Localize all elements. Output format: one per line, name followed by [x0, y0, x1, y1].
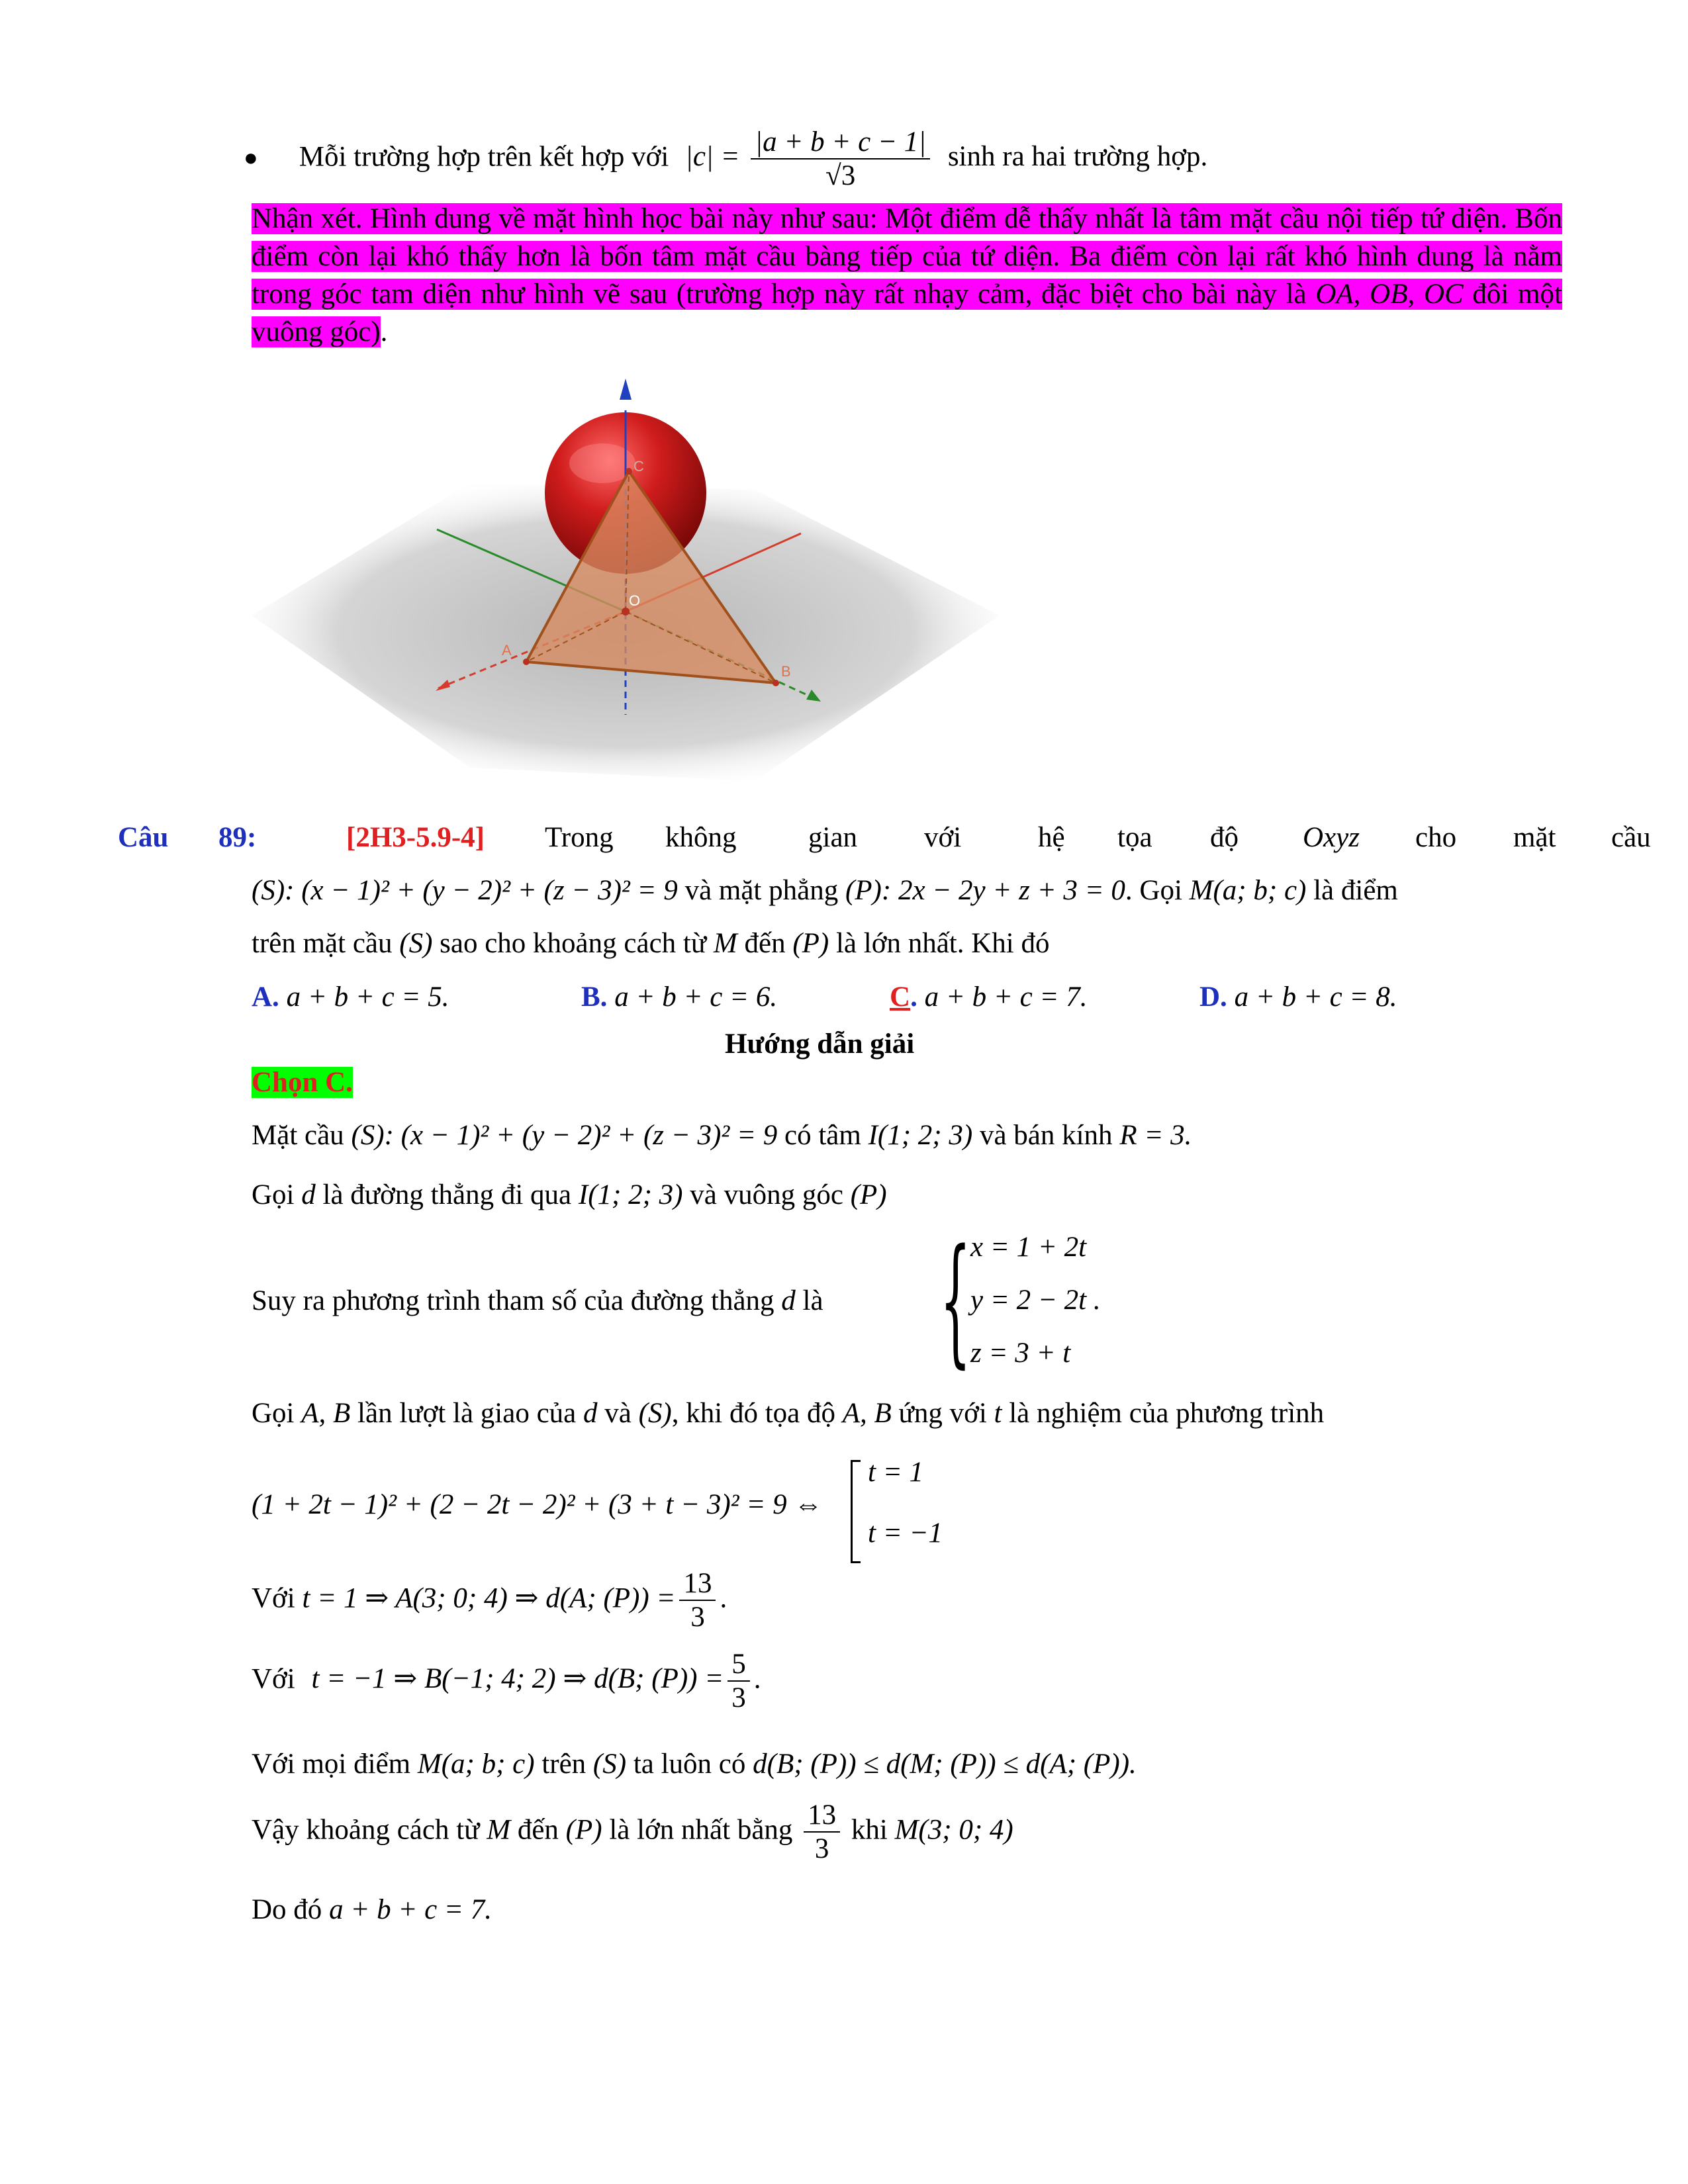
q-sphere-eq: (S): (x − 1)² + (y − 2)² + (z − 3)² = 9	[252, 875, 678, 906]
q-word-0: Trong	[545, 822, 614, 853]
s4-t: t	[994, 1398, 1002, 1429]
q-word-4: hệ	[1038, 822, 1065, 853]
s1-a: Mặt cầu	[252, 1120, 344, 1151]
q3-text-c: đến	[744, 928, 786, 959]
sol-line-4	[252, 1396, 1324, 1431]
sol-line-6	[252, 1567, 727, 1634]
s2-p: (P)	[850, 1179, 887, 1210]
sys-eq-1: x = 1 + 2t	[970, 1232, 1087, 1263]
s9-b: đến	[517, 1814, 559, 1846]
bracket-icon	[851, 1460, 861, 1563]
s6-a: Với	[252, 1582, 295, 1614]
s6-frac	[679, 1567, 716, 1634]
q-word-3: với	[924, 822, 962, 853]
s4-c: và	[604, 1398, 632, 1429]
s1-sphere: (S): (x − 1)² + (y − 2)² + (z − 3)² = 9	[351, 1120, 778, 1151]
sol-line-10	[252, 1893, 492, 1927]
q-word-9: mặt	[1513, 822, 1556, 853]
choice-b-letter: B.	[581, 981, 608, 1013]
q-word-2: gian	[808, 822, 858, 853]
q-text-end: là điểm	[1313, 875, 1398, 906]
solution-heading: Hướng dẫn giải	[725, 1028, 915, 1060]
sol-line-8	[252, 1747, 1137, 1782]
geometry-figure	[252, 371, 1019, 794]
q-word-8: cho	[1415, 822, 1457, 853]
choice-c	[890, 981, 1087, 1013]
q3-p: (P)	[792, 928, 829, 959]
label-o: O	[629, 592, 641, 609]
question-line-2	[252, 874, 1398, 908]
q3-s: (S)	[399, 928, 433, 959]
s8-c: ta luôn có	[633, 1749, 746, 1780]
sol-line-2	[252, 1178, 887, 1212]
choice-b-expr: a + b + c = 6.	[614, 981, 778, 1013]
s8-m: M(a; b; c)	[417, 1749, 535, 1780]
question-line-3	[252, 927, 1049, 961]
s4-s: (S)	[638, 1398, 672, 1429]
label-b: B	[781, 663, 791, 680]
s9-d: khi	[851, 1814, 888, 1846]
s9-p: (P)	[565, 1814, 602, 1846]
q-word-5: tọa	[1117, 822, 1152, 853]
question-code: [2H3-5.9-4]	[346, 822, 485, 853]
choice-c-letter: C	[890, 981, 911, 1013]
q-point-m: M(a; b; c)	[1189, 875, 1307, 906]
choice-d-letter: D.	[1199, 981, 1227, 1013]
label-c: C	[633, 458, 644, 475]
s9-frac	[804, 1799, 840, 1866]
sol-line-9	[252, 1799, 1013, 1866]
formula-numerator: |a + b + c − 1|	[751, 126, 930, 159]
s7-frac	[727, 1648, 750, 1715]
s7-end: .	[753, 1663, 761, 1695]
remark-math: OA, OB, OC	[1315, 279, 1464, 310]
remark-highlight	[252, 203, 1562, 347]
s6-den: 3	[690, 1602, 705, 1633]
answer-line	[252, 1066, 353, 1100]
q3-text-b: sao cho khoảng cách từ	[440, 928, 707, 959]
choice-d-expr: a + b + c = 8.	[1234, 981, 1397, 1013]
point-c	[626, 468, 632, 475]
q-word-10: cầu	[1611, 822, 1651, 853]
sol-line-7	[252, 1648, 761, 1715]
q3-text-a: trên mặt cầu	[252, 928, 393, 959]
remark-paragraph	[252, 200, 1562, 351]
choice-a	[252, 981, 449, 1013]
q-word-7: Oxyz	[1303, 822, 1360, 853]
sys-eq-3: z = 3 + t	[970, 1338, 1071, 1369]
s1-center: I(1; 2; 3)	[868, 1120, 973, 1151]
s9-a: Vậy khoảng cách từ	[252, 1814, 480, 1846]
q-word-1: không	[665, 822, 737, 853]
s4-ab: A, B	[301, 1398, 351, 1429]
remark-text-end: đôi một vuông góc)	[252, 279, 1562, 347]
s1-r: R = 3.	[1119, 1120, 1192, 1151]
s9-m: M	[487, 1814, 511, 1846]
answer-badge: Chọn C.	[252, 1067, 353, 1098]
s7-num: 5	[727, 1648, 750, 1682]
remark-text: Nhận xét. Hình dung về mặt hình học bài này như sau: Một điểm dễ thấy nhất là tâm mặt cầu nội tiếp tứ diện. Bốn điểm còn lại khó thấy hơn là bốn tâm mặt cầu bàng tiếp của tứ diện. Ba điểm còn lại rất khó hình dung là nằm trong góc tam diện như hình vẽ sau (trường hợp này rất nhạy cảm, đặc biệt cho bài này là	[252, 203, 1562, 310]
sol-line-1	[252, 1118, 1192, 1153]
s9-num: 13	[804, 1799, 840, 1833]
q3-text-d: là lớn nhất. Khi đó	[835, 928, 1050, 959]
brace-icon: {	[940, 1219, 971, 1381]
choice-c-expr: a + b + c = 7.	[924, 981, 1088, 1013]
s9-point: M(3; 0; 4)	[894, 1814, 1013, 1846]
s9-c: là lớn nhất bằng	[609, 1814, 793, 1846]
question-label: Câu	[118, 822, 169, 853]
s2-c: và vuông góc	[690, 1179, 843, 1210]
s4-d: d	[583, 1398, 598, 1429]
s4-a: Gọi	[252, 1398, 295, 1429]
formula-fraction	[751, 126, 930, 193]
s6-expr: t = 1 ⇒ A(3; 0; 4) ⇒ d(A; (P)) =	[302, 1582, 676, 1614]
q-word-6: độ	[1210, 822, 1239, 853]
root-1: t = 1	[868, 1457, 923, 1488]
s3-a: Suy ra phương trình tham số của đường thẳng	[252, 1285, 774, 1316]
s3-d: d	[781, 1285, 796, 1316]
root-2: t = −1	[868, 1518, 943, 1549]
s2-a: Gọi	[252, 1179, 295, 1210]
s7-expr: t = −1 ⇒ B(−1; 4; 2) ⇒ d(B; (P)) =	[311, 1663, 724, 1695]
s7-a: Với	[252, 1663, 295, 1695]
z-axis-arrow	[620, 379, 632, 400]
q-text-mid: và mặt phẳng	[684, 875, 839, 906]
s4-f: ứng với	[898, 1398, 987, 1429]
s8-a: Với mọi điểm	[252, 1749, 411, 1780]
s2-center: I(1; 2; 3)	[578, 1179, 683, 1210]
label-a: A	[502, 642, 512, 659]
choice-b	[581, 981, 777, 1013]
s4-g: là nghiệm của phương trình	[1009, 1398, 1325, 1429]
choice-a-letter: A.	[252, 981, 279, 1013]
s5-eq: (1 + 2t − 1)² + (2 − 2t − 2)² + (3 + t − 3)² = 9 ⇔	[252, 1489, 823, 1520]
s10-expr: a + b + c = 7.	[329, 1894, 492, 1925]
s4-e: , khi đó tọa độ	[671, 1398, 835, 1429]
s1-b: có tâm	[784, 1120, 861, 1151]
s8-ineq: d(B; (P)) ≤ d(M; (P)) ≤ d(A; (P)).	[753, 1749, 1137, 1780]
s1-c: và bán kính	[979, 1120, 1113, 1151]
q-plane-eq: (P): 2x − 2y + z + 3 = 0	[845, 875, 1125, 906]
formula-denominator: √3	[825, 160, 856, 192]
s9-den: 3	[814, 1833, 829, 1865]
s8-s: (S)	[592, 1749, 627, 1780]
s7-den: 3	[731, 1682, 746, 1714]
s10-a: Do đó	[252, 1894, 322, 1925]
choice-a-expr: a + b + c = 5.	[286, 981, 449, 1013]
point-a	[523, 659, 530, 665]
point-b	[773, 680, 779, 686]
q3-m: M	[713, 928, 737, 959]
s6-num: 13	[679, 1567, 716, 1601]
choice-c-dot: .	[910, 981, 917, 1013]
bullet-line	[244, 126, 1208, 193]
remark-period: .	[380, 316, 388, 347]
bullet-text-after: sinh ra hai trường hợp.	[947, 141, 1208, 173]
choice-d	[1199, 981, 1397, 1013]
formula-lhs: |c| =	[685, 141, 740, 173]
s6-end: .	[720, 1582, 727, 1614]
s8-b: trên	[541, 1749, 586, 1780]
q-text-goi: . Gọi	[1125, 875, 1182, 906]
sys-eq-2: y = 2 − 2t .	[970, 1285, 1101, 1316]
s4-ab2: A, B	[842, 1398, 892, 1429]
sol-line-5	[252, 1488, 822, 1522]
s2-b: là đường thẳng đi qua	[322, 1179, 572, 1210]
bullet-dot: ●	[244, 144, 258, 171]
question-number: 89:	[218, 822, 257, 853]
s3-b: là	[802, 1285, 823, 1316]
s4-b: lần lượt là giao của	[357, 1398, 577, 1429]
bullet-text: Mỗi trường hợp trên kết hợp với	[299, 141, 669, 173]
sol-line-3	[252, 1284, 823, 1318]
s2-d: d	[301, 1179, 316, 1210]
